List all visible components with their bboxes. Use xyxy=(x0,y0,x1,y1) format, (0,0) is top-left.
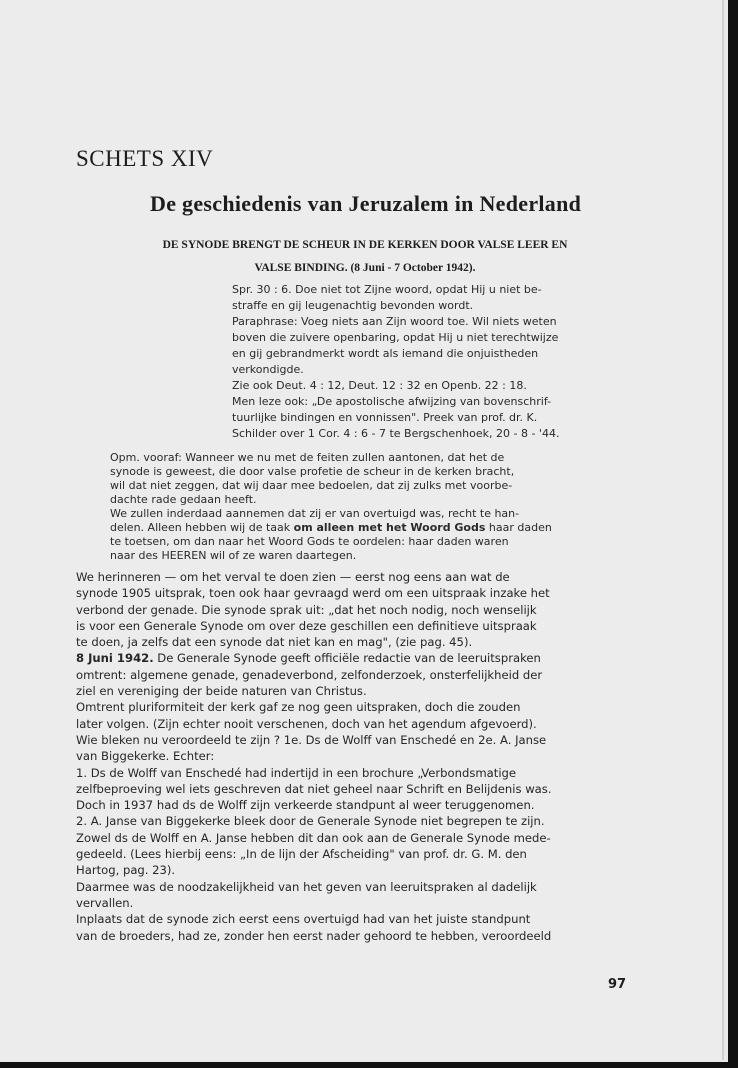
note-emphasis: om alleen met het Woord Gods xyxy=(293,521,486,534)
body-line: We herinneren — om het verval te doen zien — eerst nog eens aan wat de xyxy=(76,570,510,584)
body-line: Hartog, pag. 23). xyxy=(76,863,176,878)
scripture-line: Paraphrase: Voeg niets aan Zijn woord toe. Wil niets weten xyxy=(232,315,557,328)
body-line: Zowel ds de Wolff en A. Janse hebben dit dan ook aan de Generale Synode mede- xyxy=(76,830,551,845)
body-line: 1. Ds de Wolff van Enschedé had indertijd in een brochure „Verbondsmatige xyxy=(76,765,517,780)
note-text: haar daden xyxy=(485,521,552,534)
body-line: zelfbeproeving wel iets geschreven dat niet geheel naar Schrift en Belijdenis was. xyxy=(76,781,552,796)
body-line: Wie bleken nu veroordeeld te zijn ? 1e. Ds de Wolff van Enschedé en 2e. A. Janse xyxy=(76,732,547,747)
body-line: verbond der genade. Die synode sprak uit: „dat het noch nodig, noch wenselijk xyxy=(76,602,537,617)
chapter-heading: SCHETS XIV xyxy=(76,146,214,171)
body-line: gedeeld. (Lees hierbij eens: „In de lijn der Afscheiding" van prof. dr. G. M. den xyxy=(76,847,527,862)
note-line: synode is geweest, die door valse profetie de scheur in de kerken bracht, xyxy=(110,465,515,478)
body-line: synode 1905 uitsprak, toen ook haar gevraagd werd om een uitspraak inzake het xyxy=(76,586,550,601)
body-line: Inplaats dat de synode zich eerst eens overtuigd had van het juiste standpunt xyxy=(76,912,531,927)
body-line xyxy=(76,650,636,666)
body-line: 2. A. Janse van Biggekerke bleek door de Generale Synode niet begrepen te zijn. xyxy=(76,814,545,829)
scripture-line: en gij gebrandmerkt wordt als iemand die onjuistheden xyxy=(232,347,539,360)
subtitle-line-1: DE SYNODE BRENGT DE SCHEUR IN DE KERKEN DOOR VALSE LEER EN xyxy=(162,239,568,251)
page-number: 97 xyxy=(608,977,627,992)
scripture-line: Men leze ook: „De apostolische afwijzing van bovenschrif- xyxy=(232,395,552,408)
scripture-line: verkondigde. xyxy=(232,363,304,376)
body-line: vervallen. xyxy=(76,895,134,910)
scripture-line: boven die zuivere openbaring, opdat Hij u niet terechtwijze xyxy=(232,331,559,344)
scripture-line: tuurlijke bindingen en vonnissen". Preek van prof. dr. K. xyxy=(232,411,538,424)
body-text xyxy=(76,569,636,944)
preliminary-note xyxy=(110,451,630,563)
scan-edge-right xyxy=(728,0,738,1068)
body-line: te doen, ja zelfs dat een synode dat niet kan en mag", (zie pag. 45). xyxy=(76,635,473,650)
note-line: dachte rade gedaan heeft. xyxy=(110,493,257,506)
body-line: Doch in 1937 had ds de Wolff zijn verkeerde standpunt al weer teruggenomen. xyxy=(76,798,535,813)
body-line: van Biggekerke. Echter: xyxy=(76,749,215,764)
subtitle xyxy=(78,234,652,280)
note-text: delen. Alleen hebben wij de taak xyxy=(110,521,294,534)
body-line: Daarmee was de noodzakelijkheid van het geven van leeruitspraken al dadelijk xyxy=(76,879,537,894)
body-line: later volgen. (Zijn echter nooit verschenen, doch van het agendum afgevoerd). xyxy=(76,716,537,731)
scripture-line: Zie ook Deut. 4 : 12, Deut. 12 : 32 en Openb. 22 : 18. xyxy=(232,379,527,392)
scripture-line: straffe en gij leugenachtig bevonden wordt. xyxy=(232,299,474,312)
subtitle-line-2: VALSE BINDING. (8 Juni - 7 October 1942). xyxy=(254,262,476,274)
scan-edge-bottom xyxy=(0,1062,738,1068)
note-line: te toetsen, om dan naar het Woord Gods te oordelen: haar daden waren xyxy=(110,535,509,548)
page-title: De geschiedenis van Jeruzalem in Nederland xyxy=(150,191,582,216)
body-line: Omtrent pluriformiteit der kerk gaf ze nog geen uitspraken, doch die zouden xyxy=(76,700,521,715)
body-line: is voor een Generale Synode om over deze geschillen een definitieve uitspraak xyxy=(76,618,537,633)
scripture-line: Spr. 30 : 6. Doe niet tot Zijne woord, opdat Hij u niet be- xyxy=(232,283,542,296)
note-line: wil dat niet zeggen, dat wij daar mee bedoelen, dat zij zulks met voorbe- xyxy=(110,479,513,492)
note-line: naar des HEEREN wil of ze waren daartegen. xyxy=(110,549,357,562)
body-line: ziel en vereniging der beide naturen van Christus. xyxy=(76,684,367,699)
body-line: van de broeders, had ze, zonder hen eerst nader gehoord te hebben, veroordeeld xyxy=(76,928,552,943)
note-line: Opm. vooraf: Wanneer we nu met de feiten zullen aantonen, dat het de xyxy=(110,451,505,464)
note-line xyxy=(110,521,630,535)
note-line: We zullen inderdaad aannemen dat zij er van overtuigd was, recht te han- xyxy=(110,507,520,520)
scripture-block xyxy=(232,282,632,442)
body-line: omtrent: algemene genade, genadeverbond, zelfonderzoek, onsterfelijkheid der xyxy=(76,667,543,682)
scripture-line: Schilder over 1 Cor. 4 : 6 - 7 te Bergschenhoek, 20 - 8 - '44. xyxy=(232,427,560,440)
date-label: 8 Juni 1942. xyxy=(76,651,154,666)
body-text-run: De Generale Synode geeft officiële redactie van de leeruitspraken xyxy=(153,651,541,666)
